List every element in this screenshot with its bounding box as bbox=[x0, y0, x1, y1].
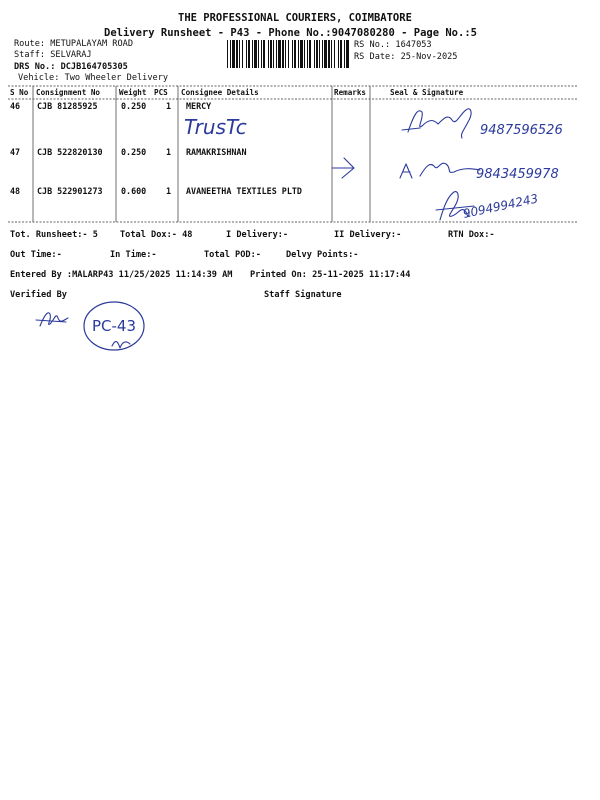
staff-label: Staff: SELVARAJ bbox=[14, 50, 92, 60]
i-delivery: I Delivery:- bbox=[226, 230, 289, 240]
row-pcs: 1 bbox=[166, 186, 172, 196]
tot-runsheet: Tot. Runsheet:- 5 bbox=[10, 230, 98, 240]
rs-number: RS No.: 1647053 bbox=[354, 40, 432, 50]
route-label: Route: METUPALAYAM ROAD bbox=[14, 39, 133, 49]
svg-text:PC-43: PC-43 bbox=[91, 317, 137, 335]
total-dox: Total Dox:- 48 bbox=[120, 230, 193, 240]
svg-text:9843459978: 9843459978 bbox=[476, 167, 559, 182]
row-weight: 0.250 bbox=[121, 101, 147, 111]
pc43-stamp bbox=[80, 298, 150, 358]
rs-date: RS Date: 25-Nov-2025 bbox=[354, 52, 458, 62]
row-sno: 47 bbox=[10, 147, 21, 157]
drs-number: DRS No.: DCJB164705305 bbox=[14, 62, 128, 72]
header-consignment: Consignment No bbox=[36, 88, 101, 97]
svg-text:TrusTc: TrusTc bbox=[184, 115, 247, 139]
ii-delivery: II Delivery:- bbox=[334, 230, 402, 240]
handwritten-note bbox=[180, 112, 280, 142]
delvy-points: Delvy Points:- bbox=[286, 250, 359, 260]
row-consignment: CJB 522901273 bbox=[37, 186, 103, 196]
svg-text:9487596526: 9487596526 bbox=[480, 123, 563, 138]
header-seal-signature: Seal & Signature bbox=[390, 88, 464, 97]
row-weight: 0.250 bbox=[121, 147, 147, 157]
row-consignment: CJB 522820130 bbox=[37, 147, 103, 157]
svg-text:9094994243: 9094994243 bbox=[461, 191, 540, 221]
total-pod: Total POD:- bbox=[204, 250, 261, 260]
runsheet-title: Delivery Runsheet - P43 - Phone No.:9047080280 - Page No.:5 bbox=[104, 27, 477, 39]
vehicle-label: Vehicle: Two Wheeler Delivery bbox=[18, 73, 169, 83]
row-pcs: 1 bbox=[166, 101, 172, 111]
row-sno: 48 bbox=[10, 186, 21, 196]
arrow-icon bbox=[328, 152, 358, 182]
row-consignee: MERCY bbox=[186, 101, 212, 111]
printed-on: Printed On: 25-11-2025 11:17:44 bbox=[250, 270, 411, 280]
staff-signature: Staff Signature bbox=[264, 290, 342, 300]
rtn-dox: RTN Dox:- bbox=[448, 230, 495, 240]
header-weight: Weight bbox=[119, 88, 147, 97]
row-pcs: 1 bbox=[166, 147, 172, 157]
header-remarks: Remarks bbox=[334, 88, 367, 97]
signature-row-48 bbox=[430, 180, 580, 230]
verified-by: Verified By bbox=[10, 290, 67, 300]
in-time: In Time:- bbox=[110, 250, 157, 260]
row-sno: 46 bbox=[10, 101, 21, 111]
company-title: THE PROFESSIONAL COURIERS, COIMBATORE bbox=[178, 12, 412, 24]
signature-row-46 bbox=[400, 100, 585, 142]
header-pcs: PCS bbox=[154, 88, 168, 97]
row-consignee: RAMAKRISHNAN bbox=[186, 147, 247, 157]
out-time: Out Time:- bbox=[10, 250, 62, 260]
entered-by: Entered By :MALARP43 11/25/2025 11:14:39 AM bbox=[10, 270, 233, 280]
header-sno: S No bbox=[10, 88, 29, 97]
row-weight: 0.600 bbox=[121, 186, 147, 196]
row-consignee: AVANEETHA TEXTILES PLTD bbox=[186, 186, 302, 196]
row-consignment: CJB 81285925 bbox=[37, 101, 98, 111]
header-consignee: Consignee Details bbox=[181, 88, 259, 97]
